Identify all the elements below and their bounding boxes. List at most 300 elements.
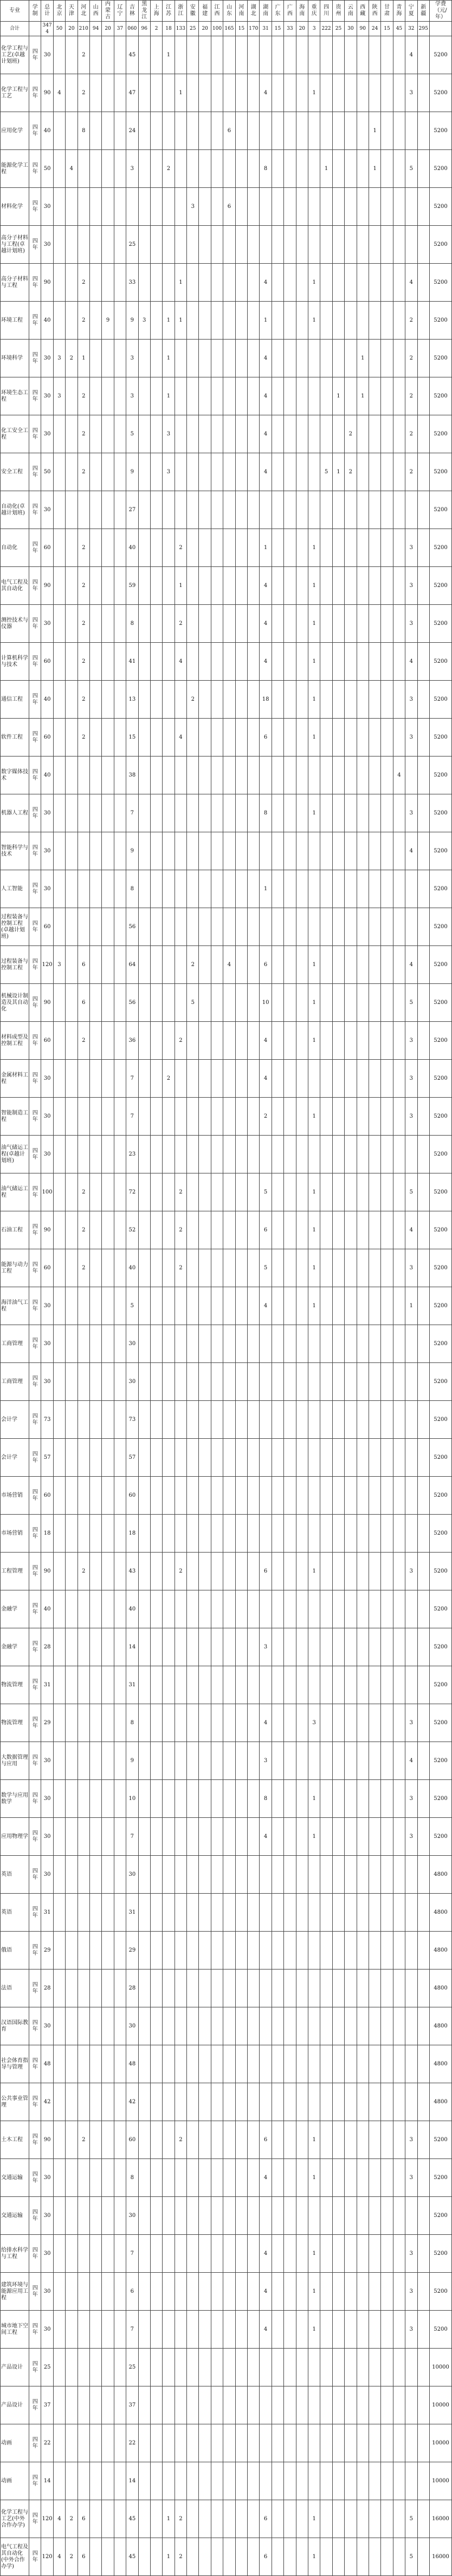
- province-quota: [53, 1742, 65, 1780]
- province-quota: [211, 2424, 223, 2462]
- province-quota: [357, 1249, 369, 1287]
- province-quota: [308, 870, 320, 908]
- province-quota: 4: [175, 643, 186, 681]
- province-quota: [187, 1704, 199, 1742]
- province-quota: 2: [345, 415, 357, 453]
- program-length: 四年: [29, 681, 41, 719]
- province-quota: [357, 605, 369, 643]
- province-quota: 1: [308, 264, 320, 302]
- province-quota: [66, 453, 78, 491]
- tuition-fee: 5200: [430, 1477, 452, 1515]
- province-quota: 2: [66, 2538, 78, 2576]
- column-header: 山西: [89, 1, 101, 22]
- province-quota: [53, 491, 65, 529]
- province-quota: [272, 1704, 283, 1742]
- program-length: 四年: [29, 2273, 41, 2311]
- total-cell: 90: [357, 22, 369, 36]
- province-quota: [163, 1401, 175, 1439]
- province-quota: [163, 870, 175, 908]
- province-quota: [296, 226, 308, 264]
- province-quota: [272, 36, 283, 74]
- province-quota: [345, 2462, 357, 2500]
- province-quota: [163, 1894, 175, 1932]
- program-length: 四年: [29, 1325, 41, 1363]
- province-quota: [114, 1780, 126, 1818]
- province-quota: [150, 2462, 162, 2500]
- province-quota: [150, 2349, 162, 2386]
- province-quota: [235, 567, 247, 605]
- province-quota: [381, 2045, 393, 2083]
- province-quota: [53, 1401, 65, 1439]
- table-row: [1, 529, 452, 567]
- province-quota: [163, 1780, 175, 1818]
- province-quota: [248, 567, 260, 605]
- province-quota: 3: [405, 794, 417, 832]
- province-quota: 2: [163, 150, 175, 188]
- province-quota: [357, 1666, 369, 1704]
- province-quota: [102, 453, 114, 491]
- province-quota: [284, 2500, 296, 2538]
- province-quota: [332, 74, 344, 112]
- province-quota: [114, 1894, 126, 1932]
- province-quota: [357, 226, 369, 264]
- province-quota: [357, 2273, 369, 2311]
- province-quota: [78, 150, 89, 188]
- program-length: 四年: [29, 1970, 41, 2007]
- total-quota: 30: [41, 1060, 53, 1098]
- province-quota: [175, 2007, 186, 2045]
- province-quota: [260, 2424, 272, 2462]
- major-name: 金属材料工程: [1, 1060, 29, 1098]
- tuition-fee: 5200: [430, 2197, 452, 2235]
- province-quota: 2: [405, 453, 417, 491]
- province-quota: [89, 2424, 101, 2462]
- province-quota: [89, 302, 101, 340]
- province-quota: [248, 719, 260, 757]
- province-quota: [284, 1856, 296, 1894]
- province-quota: [150, 529, 162, 567]
- province-quota: [235, 2500, 247, 2538]
- province-quota: [284, 2538, 296, 2576]
- province-quota: [163, 1325, 175, 1363]
- province-quota: [272, 340, 283, 377]
- program-length: 四年: [29, 2197, 41, 2235]
- province-quota: [223, 1818, 235, 1856]
- province-quota: [332, 984, 344, 1022]
- province-quota: [235, 1932, 247, 1970]
- province-quota: [138, 491, 150, 529]
- province-quota: [260, 188, 272, 226]
- column-header: 上海: [150, 1, 162, 22]
- province-quota: [102, 36, 114, 74]
- province-quota: [417, 1856, 430, 1894]
- province-quota: [296, 74, 308, 112]
- province-quota: [296, 2424, 308, 2462]
- province-quota: [357, 681, 369, 719]
- province-quota: 3: [405, 1553, 417, 1590]
- province-quota: [332, 832, 344, 870]
- province-quota: [102, 1325, 114, 1363]
- province-quota: [381, 2538, 393, 2576]
- province-quota: 1: [320, 150, 332, 188]
- province-quota: [308, 1515, 320, 1553]
- province-quota: [357, 643, 369, 681]
- province-quota: [260, 1439, 272, 1477]
- province-quota: [114, 681, 126, 719]
- province-quota: [66, 2424, 78, 2462]
- province-quota: [369, 1780, 380, 1818]
- province-quota: [150, 1287, 162, 1325]
- province-quota: [381, 1704, 393, 1742]
- tuition-fee: 5200: [430, 453, 452, 491]
- province-quota: [199, 719, 211, 757]
- province-quota: [150, 2121, 162, 2159]
- province-quota: [417, 2083, 430, 2121]
- total-cell: 170: [248, 22, 260, 36]
- major-name: 智能科学与技术: [1, 832, 29, 870]
- province-quota: [138, 2311, 150, 2349]
- province-quota: [138, 2424, 150, 2462]
- province-quota: [235, 1780, 247, 1818]
- province-quota: [53, 2349, 65, 2386]
- province-quota: [138, 340, 150, 377]
- province-quota: [114, 226, 126, 264]
- province-quota: [381, 794, 393, 832]
- province-quota: [187, 1098, 199, 1136]
- province-quota: 30: [126, 1325, 138, 1363]
- major-name: 数学与应用数学: [1, 1780, 29, 1818]
- province-quota: [296, 2159, 308, 2197]
- province-quota: [102, 681, 114, 719]
- province-quota: [138, 1098, 150, 1136]
- province-quota: [89, 1856, 101, 1894]
- major-name: 金融学: [1, 1628, 29, 1666]
- province-quota: [296, 1098, 308, 1136]
- major-name: 自动化(卓越计划班): [1, 491, 29, 529]
- total-quota: 37: [41, 2386, 53, 2424]
- province-quota: [89, 2083, 101, 2121]
- total-quota: 120: [41, 946, 53, 984]
- province-quota: [187, 1666, 199, 1704]
- total-cell: 32: [405, 22, 417, 36]
- province-quota: [332, 2386, 344, 2424]
- province-quota: [150, 1211, 162, 1249]
- province-quota: [357, 112, 369, 150]
- province-quota: [272, 2273, 283, 2311]
- province-quota: [175, 1704, 186, 1742]
- program-length: 四年: [29, 74, 41, 112]
- province-quota: [211, 984, 223, 1022]
- province-quota: [114, 340, 126, 377]
- province-quota: 4: [260, 264, 272, 302]
- province-quota: [223, 2273, 235, 2311]
- province-quota: [66, 908, 78, 946]
- total-quota: 30: [41, 1287, 53, 1325]
- province-quota: [381, 2197, 393, 2235]
- province-quota: [66, 1211, 78, 1249]
- province-quota: [175, 2045, 186, 2083]
- province-quota: [114, 719, 126, 757]
- province-quota: [175, 2462, 186, 2500]
- province-quota: [114, 2197, 126, 2235]
- province-quota: [296, 1515, 308, 1553]
- province-quota: [320, 1780, 332, 1818]
- province-quota: [248, 1704, 260, 1742]
- province-quota: [150, 1818, 162, 1856]
- program-length: 四年: [29, 1932, 41, 1970]
- province-quota: [223, 1136, 235, 1173]
- province-quota: [393, 2235, 405, 2273]
- total-quota: 30: [41, 377, 53, 415]
- province-quota: [102, 1060, 114, 1098]
- province-quota: [260, 2045, 272, 2083]
- province-quota: [138, 1401, 150, 1439]
- province-quota: [223, 1477, 235, 1515]
- province-quota: [66, 870, 78, 908]
- province-quota: [381, 757, 393, 794]
- province-quota: [66, 832, 78, 870]
- province-quota: 3: [405, 1022, 417, 1060]
- province-quota: [53, 1590, 65, 1628]
- province-quota: [163, 567, 175, 605]
- province-quota: [369, 794, 380, 832]
- table-row: [1, 1136, 452, 1173]
- province-quota: [235, 1856, 247, 1894]
- major-name: 动画: [1, 2462, 29, 2500]
- table-row: [1, 1439, 452, 1477]
- province-quota: 6: [78, 984, 89, 1022]
- province-quota: [369, 2500, 380, 2538]
- province-quota: [345, 1515, 357, 1553]
- province-quota: 6: [260, 1553, 272, 1590]
- province-quota: [89, 1970, 101, 2007]
- province-quota: [138, 643, 150, 681]
- province-quota: 18: [126, 1515, 138, 1553]
- province-quota: [163, 1249, 175, 1287]
- province-quota: [89, 2386, 101, 2424]
- province-quota: [199, 2462, 211, 2500]
- province-quota: [405, 757, 417, 794]
- province-quota: [405, 2386, 417, 2424]
- province-quota: [102, 984, 114, 1022]
- province-quota: [114, 453, 126, 491]
- province-quota: [381, 946, 393, 984]
- province-quota: [320, 605, 332, 643]
- province-quota: 1: [332, 377, 344, 415]
- tuition-fee: 5200: [430, 946, 452, 984]
- province-quota: [381, 1211, 393, 1249]
- total-quota: 30: [41, 226, 53, 264]
- province-quota: 3: [405, 719, 417, 757]
- province-quota: [114, 2538, 126, 2576]
- province-quota: 2: [175, 605, 186, 643]
- province-quota: [211, 2159, 223, 2197]
- province-quota: [296, 794, 308, 832]
- program-length: 四年: [29, 984, 41, 1022]
- major-name: 建筑环境与能源应用工程: [1, 2273, 29, 2311]
- province-quota: [53, 2462, 65, 2500]
- province-quota: [345, 1780, 357, 1818]
- province-quota: [175, 1060, 186, 1098]
- province-quota: [175, 340, 186, 377]
- province-quota: [405, 1590, 417, 1628]
- province-quota: [150, 188, 162, 226]
- program-length: 四年: [29, 226, 41, 264]
- province-quota: [235, 908, 247, 946]
- province-quota: 1: [163, 340, 175, 377]
- province-quota: [187, 2121, 199, 2159]
- program-length: 四年: [29, 302, 41, 340]
- total-cell: 295: [417, 22, 430, 36]
- province-quota: [332, 340, 344, 377]
- province-quota: [66, 1249, 78, 1287]
- province-quota: [381, 1970, 393, 2007]
- province-quota: [223, 1173, 235, 1211]
- province-quota: [320, 1363, 332, 1401]
- province-quota: [138, 870, 150, 908]
- province-quota: [163, 529, 175, 567]
- province-quota: [320, 2273, 332, 2311]
- province-quota: [345, 1894, 357, 1932]
- program-length: 四年: [29, 1439, 41, 1477]
- province-quota: [187, 1553, 199, 1590]
- province-quota: [393, 605, 405, 643]
- province-quota: [417, 2159, 430, 2197]
- province-quota: [102, 150, 114, 188]
- province-quota: [150, 415, 162, 453]
- province-quota: [405, 1477, 417, 1515]
- province-quota: [369, 2197, 380, 2235]
- tuition-fee: 5200: [430, 1742, 452, 1780]
- province-quota: [381, 1439, 393, 1477]
- province-quota: [393, 264, 405, 302]
- province-quota: [284, 908, 296, 946]
- province-quota: [381, 150, 393, 188]
- column-header: 贵州: [332, 1, 344, 22]
- table-row: [1, 112, 452, 150]
- province-quota: [199, 529, 211, 567]
- province-quota: [272, 2083, 283, 2121]
- province-quota: [78, 2045, 89, 2083]
- province-quota: 2: [78, 415, 89, 453]
- province-quota: [102, 2424, 114, 2462]
- total-cell: 20: [296, 22, 308, 36]
- province-quota: [138, 1211, 150, 1249]
- province-quota: [235, 2159, 247, 2197]
- province-quota: [175, 1401, 186, 1439]
- province-quota: [296, 529, 308, 567]
- total-cell: 45: [393, 22, 405, 36]
- province-quota: [199, 1173, 211, 1211]
- province-quota: [235, 2235, 247, 2273]
- province-quota: 1: [175, 264, 186, 302]
- province-quota: [405, 491, 417, 529]
- province-quota: [357, 2007, 369, 2045]
- major-name: 化工安全工程: [1, 415, 29, 453]
- province-quota: 8: [260, 1780, 272, 1818]
- major-name: 电气工程及其自动化: [1, 567, 29, 605]
- province-quota: 1: [163, 377, 175, 415]
- province-quota: [296, 302, 308, 340]
- province-quota: [272, 870, 283, 908]
- province-quota: [150, 2159, 162, 2197]
- tuition-fee: 5200: [430, 264, 452, 302]
- province-quota: [53, 112, 65, 150]
- province-quota: [114, 1098, 126, 1136]
- province-quota: [369, 1628, 380, 1666]
- province-quota: [296, 1894, 308, 1932]
- province-quota: 5: [405, 2500, 417, 2538]
- program-length: 四年: [29, 2538, 41, 2576]
- province-quota: [345, 1704, 357, 1742]
- tuition-fee: 4800: [430, 1894, 452, 1932]
- province-quota: [272, 2197, 283, 2235]
- province-quota: [163, 1856, 175, 1894]
- program-length: 四年: [29, 1136, 41, 1173]
- province-quota: [393, 1173, 405, 1211]
- province-quota: [393, 1249, 405, 1287]
- province-quota: [235, 2386, 247, 2424]
- province-quota: [53, 2121, 65, 2159]
- province-quota: [248, 870, 260, 908]
- province-quota: [332, 567, 344, 605]
- province-quota: [345, 605, 357, 643]
- province-quota: 4: [260, 1022, 272, 1060]
- column-header: 黑龙江: [138, 1, 150, 22]
- province-quota: [114, 188, 126, 226]
- major-name: 化学工程与工艺(中外合作办学): [1, 2500, 29, 2538]
- province-quota: [66, 1477, 78, 1515]
- province-quota: [138, 1060, 150, 1098]
- province-quota: [199, 1818, 211, 1856]
- province-quota: [357, 794, 369, 832]
- province-quota: [381, 1136, 393, 1173]
- province-quota: [308, 757, 320, 794]
- province-quota: [248, 2386, 260, 2424]
- province-quota: [138, 377, 150, 415]
- tuition-fee: 5200: [430, 908, 452, 946]
- province-quota: [357, 1136, 369, 1173]
- province-quota: [369, 984, 380, 1022]
- province-quota: [89, 1932, 101, 1970]
- province-quota: [102, 1818, 114, 1856]
- province-quota: [223, 1249, 235, 1287]
- table-row: [1, 2083, 452, 2121]
- province-quota: [89, 681, 101, 719]
- province-quota: [417, 2197, 430, 2235]
- province-quota: [223, 757, 235, 794]
- column-header: 青海: [393, 1, 405, 22]
- province-quota: [223, 832, 235, 870]
- province-quota: [248, 2083, 260, 2121]
- province-quota: [199, 226, 211, 264]
- province-quota: [381, 1628, 393, 1666]
- province-quota: [345, 1856, 357, 1894]
- program-length: 四年: [29, 1780, 41, 1818]
- province-quota: [345, 2197, 357, 2235]
- province-quota: [53, 1060, 65, 1098]
- province-quota: [369, 1932, 380, 1970]
- province-quota: [89, 719, 101, 757]
- province-quota: [308, 377, 320, 415]
- province-quota: [296, 1173, 308, 1211]
- province-quota: [102, 1022, 114, 1060]
- province-quota: 2: [78, 1553, 89, 1590]
- tuition-fee: 5200: [430, 1666, 452, 1704]
- province-quota: [296, 1477, 308, 1515]
- province-quota: 1: [308, 1022, 320, 1060]
- province-quota: [150, 1704, 162, 1742]
